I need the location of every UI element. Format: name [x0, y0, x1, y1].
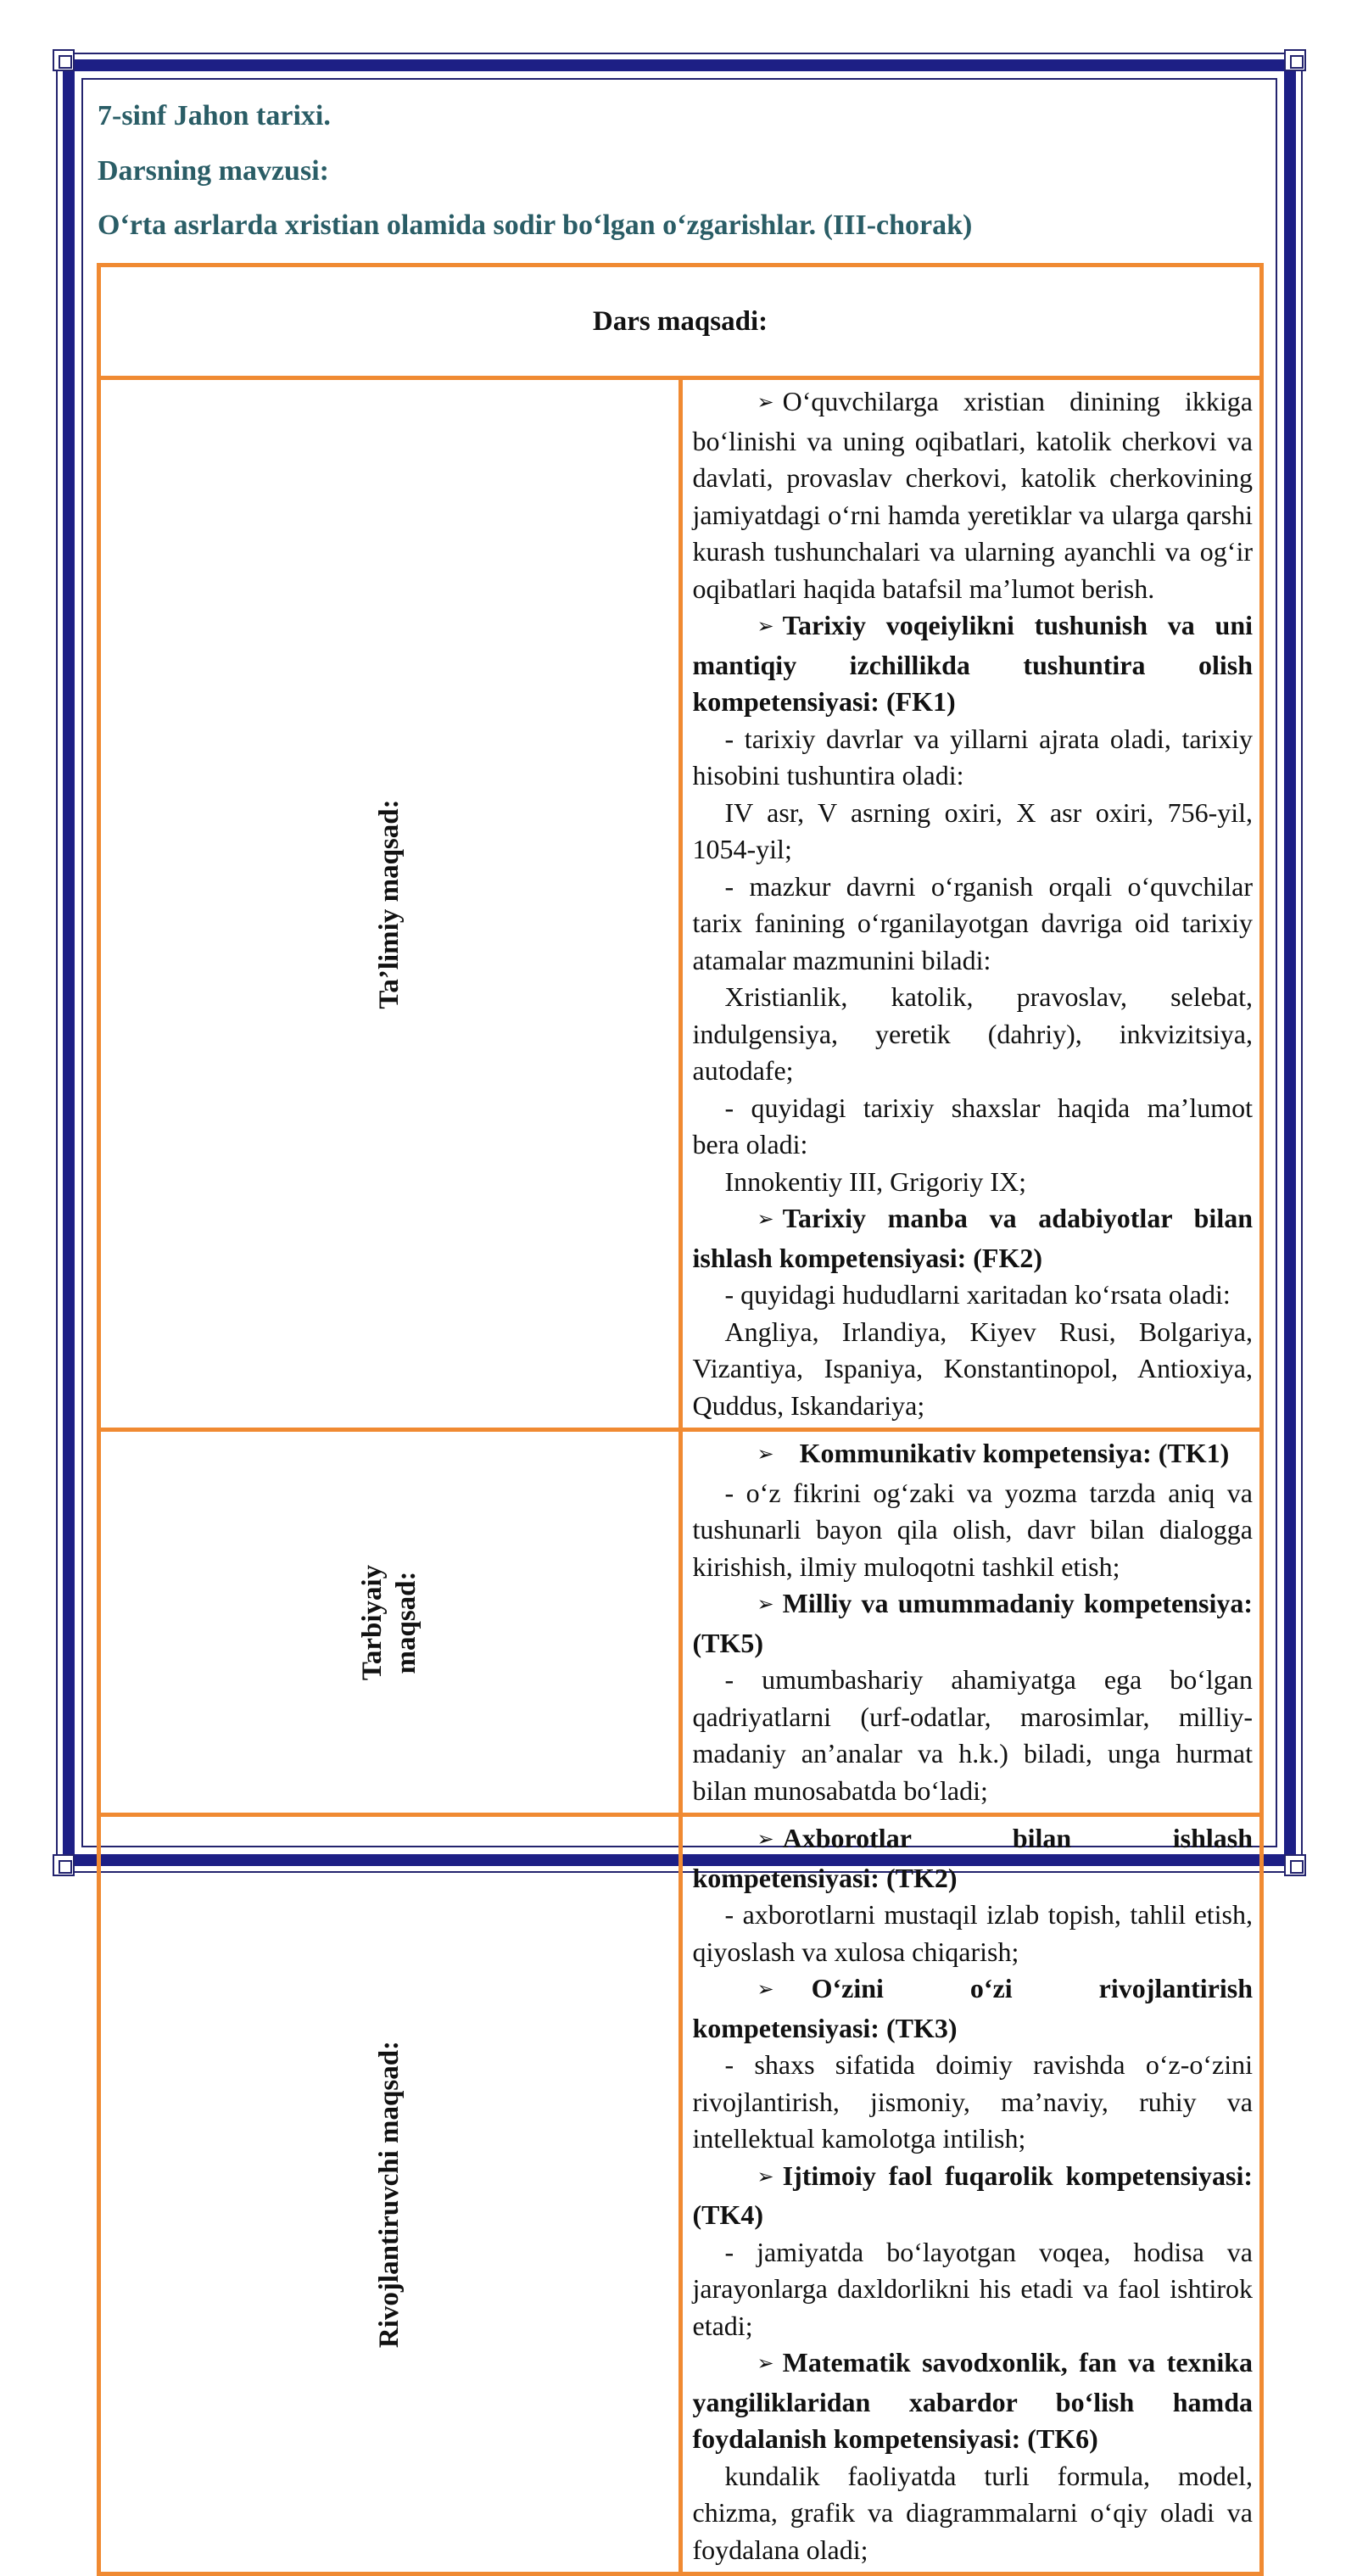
competency-title-tk2: Axborotlar bilan ishlash kompetensiyasi: (TK2): [692, 1823, 1253, 1893]
educational-goal-row: [99, 378, 1262, 1430]
table-title-row: [99, 265, 1262, 378]
grade-subject-heading: 7-sinf Jahon tarixi.: [98, 100, 331, 131]
lesson-topic-title: O‘rta asrlarda xristian olamida sodir bo‘lgan o‘zgarishlar. (III-chorak): [98, 210, 973, 241]
list-item: - quyidagi hududlarni xaritadan ko‘rsata oladi:: [724, 1279, 1231, 1310]
list-item: - o‘z fikrini og‘zaki va yozma tarzda aniq va tushunarli bayon qila olish, davr bilan dialogga kirishish, ilmiy muloqotni tashkil etish;: [692, 1477, 1253, 1582]
lesson-goals-table: [97, 263, 1264, 2576]
upbringing-goal-content: [680, 1430, 1262, 1815]
competency-title-tk3: O‘zini o‘zi rivojlantirish kompetensiyasi: (TK3): [692, 1973, 1253, 2043]
arrow-bullet-icon: ➢: [757, 1827, 774, 1851]
list-item: Angliya, Irlandiya, Kiyev Rusi, Bolgariya, Vizantiya, Ispaniya, Konstantinopol, Antioxiya, Quddus, Iskandariya;: [692, 1316, 1253, 1421]
developmental-goal-content: [680, 1815, 1262, 2574]
list-item: - axborotlarni mustaqil izlab topish, tahlil etish, qiyoslash va xulosa chiqarish;: [692, 1899, 1253, 1967]
developmental-goal-row: [99, 1815, 1262, 2574]
arrow-bullet-icon: ➢: [757, 1977, 774, 2001]
arrow-bullet-icon: ➢: [757, 1592, 774, 1616]
frame-corner-ornament: [1284, 49, 1306, 71]
educational-goal-content: [680, 378, 1262, 1430]
list-item: IV asr, V asrning oxiri, X asr oxiri, 756-yil, 1054-yil;: [692, 796, 1253, 864]
list-item: Xristianlik, katolik, pravoslav, selebat, indulgensiya, yeretik (dahriy), inkvizitsiya, autodafe;: [692, 981, 1253, 1086]
goal-paragraph: O‘quvchilarga xristian dinining ikkiga bo‘linishi va uning oqibatlari, katolik cherkovi va davlati, provaslav cherkovi, katolik cherkovining jamiyatdagi o‘rni hamda yeretiklar va ularga qarshi kurash tushunchalari va ularning ayanchli va og‘ir oqibatlari haqida batafsil ma’lumot berish.: [692, 386, 1253, 604]
list-item: - mazkur davrni o‘rganish orqali o‘quvchilar tarix fanining o‘rganilayotgan davriga oid tarixiy atamalar mazmunini biladi:: [692, 870, 1253, 975]
list-item: - umumbashariy ahamiyatga ega bo‘lgan qadriyatlarni (urf-odatlar, marosimlar, milliy-madaniy an’analar va h.k.) biladi, unga hurmat bilan munosabatda bo‘ladi;: [692, 1664, 1253, 1806]
competency-title-tk6: Matematik savodxonlik, fan va texnika yangiliklaridan xabardor bo‘lish hamda foydalanish kompetensiyasi: (TK6): [692, 2347, 1253, 2454]
upbringing-goal-row: [99, 1430, 1262, 1815]
educational-goal-label: Ta’limiy maqsad:: [374, 798, 405, 1009]
frame-corner-ornament: [53, 49, 75, 71]
competency-title-fk1: Tarixiy voqeiylikni tushunish va uni mantiqiy izchillikda tushuntira olish kompetensiyasi: (FK1): [692, 610, 1253, 717]
competency-title-tk1: Kommunikativ kompetensiya: (TK1): [799, 1438, 1230, 1468]
table-title: Dars maqsadi:: [99, 265, 1262, 378]
frame-corner-ornament: [1284, 1854, 1306, 1876]
competency-title-tk5: Milliy va umummadaniy kompetensiya: (TK5): [692, 1588, 1253, 1658]
upbringing-goal-label-cell: [99, 1430, 681, 1815]
list-item: Innokentiy III, Grigoriy IX;: [724, 1165, 1026, 1197]
list-item: - quyidagi tarixiy shaxslar haqida ma’lumot bera oladi:: [692, 1092, 1253, 1159]
list-item: - shaxs sifatida doimiy ravishda o‘z-o‘zini rivojlantirish, jismoniy, ma’naviy, ruhiy va intellektual kamolotga intilish;: [692, 2049, 1253, 2154]
frame-corner-ornament: [53, 1854, 75, 1876]
arrow-bullet-icon: ➢: [757, 390, 774, 414]
educational-goal-label-cell: [99, 378, 681, 1430]
arrow-bullet-icon: ➢: [757, 1442, 774, 1466]
lesson-topic-label: Darsning mavzusi:: [98, 155, 329, 187]
arrow-bullet-icon: ➢: [757, 2351, 774, 2375]
arrow-bullet-icon: ➢: [757, 2164, 774, 2188]
competency-title-tk4: Ijtimoiy faol fuqarolik kompetensiyasi: (TK4): [692, 2160, 1253, 2230]
developmental-goal-label: Rivojlantiruvchi maqsad:: [374, 2040, 405, 2349]
upbringing-goal-label: Tarbiyaiy maqsad:: [357, 1564, 422, 1680]
arrow-bullet-icon: ➢: [757, 1207, 774, 1231]
developmental-goal-label-cell: [99, 1815, 681, 2574]
list-item: - jamiyatda bo‘layotgan voqea, hodisa va jarayonlarga daxldorlikni his etadi va faol ishtirok etadi;: [692, 2236, 1253, 2341]
arrow-bullet-icon: ➢: [757, 614, 774, 638]
list-item: - tarixiy davrlar va yillarni ajrata oladi, tarixiy hisobini tushuntira oladi:: [692, 723, 1253, 791]
list-item: kundalik faoliyatda turli formula, model, chizma, grafik va diagrammalarni o‘qiy oladi va foydalana oladi;: [692, 2460, 1253, 2565]
competency-title-fk2: Tarixiy manba va adabiyotlar bilan ishlash kompetensiyasi: (FK2): [692, 1203, 1253, 1273]
